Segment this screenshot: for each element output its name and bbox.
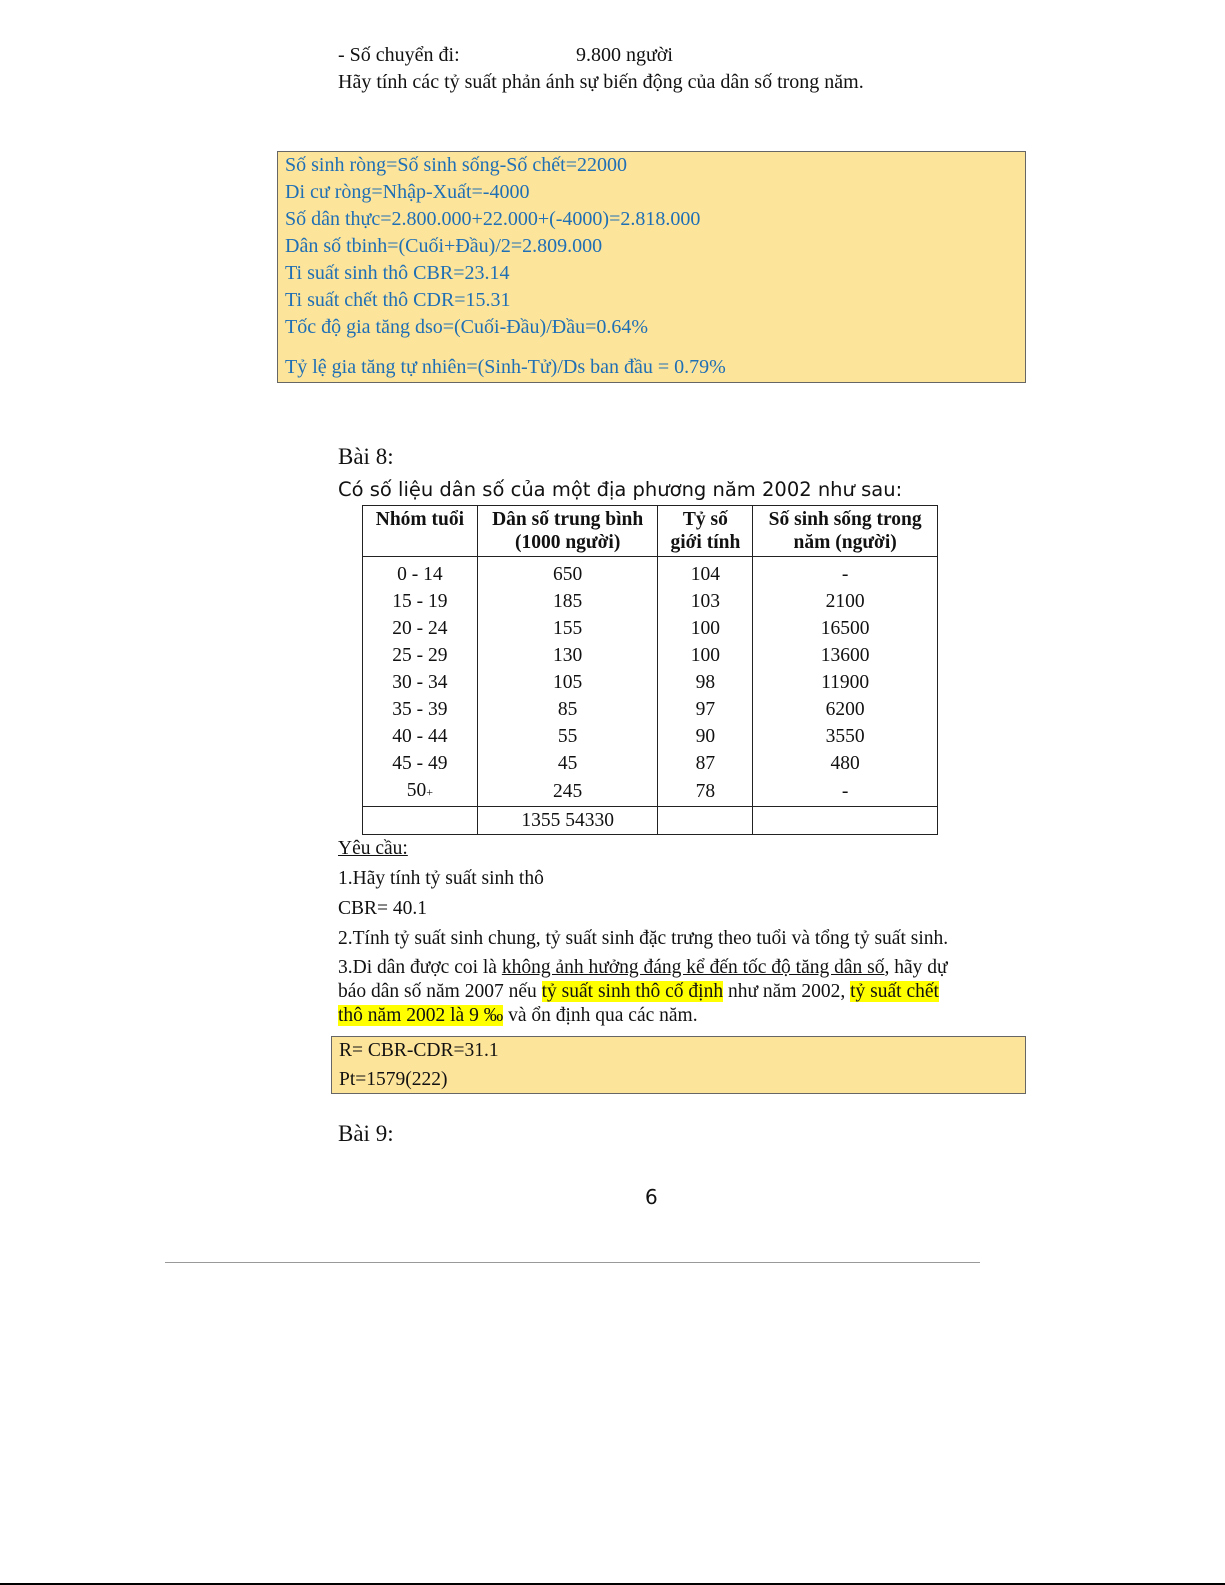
- header-age-group: Nhóm tuổi: [363, 506, 478, 557]
- table-row: 40 - 44 55 90 3550: [363, 723, 938, 750]
- exercise-9-title: Bài 9:: [338, 1121, 394, 1146]
- answer-line: R= CBR-CDR=31.1: [339, 1040, 499, 1061]
- header-avg-population: Dân số trung bình (1000 người): [477, 506, 658, 557]
- departures-label: - Số chuyển đi:: [338, 44, 460, 66]
- answer-line: Số dân thực=2.800.000+22.000+(-4000)=2.818.000: [285, 208, 701, 230]
- answer-line: Pt=1579(222): [339, 1069, 448, 1090]
- answer-line: Tốc độ gia tăng dso=(Cuối-Đầu)/Đầu=0.64%: [285, 316, 649, 338]
- exercise-8-intro: Có số liệu dân số của một địa phương năm 2002 như sau:: [338, 478, 903, 501]
- answer-line: Di cư ròng=Nhập-Xuất=-4000: [285, 181, 530, 203]
- answer-line: Số sinh ròng=Số sinh sống-Số chết=22000: [285, 154, 628, 176]
- exercise-8-title: Bài 8:: [338, 444, 394, 469]
- answer-line: Tỷ lệ gia tăng tự nhiên=(Sinh-Tử)/Ds ban đầu = 0.79%: [285, 356, 726, 378]
- table-row: 30 - 34 105 98 11900: [363, 669, 938, 696]
- table-row: 0 - 14 650 104 -: [363, 561, 938, 588]
- answer-line: Dân số tbinh=(Cuối+Đầu)/2=2.809.000: [285, 235, 603, 257]
- page-number: 6: [645, 1185, 658, 1209]
- table-row: 15 - 19 185 103 2100: [363, 588, 938, 615]
- table-row: 50+ 245 78 -: [363, 777, 938, 807]
- page-divider: [165, 1262, 980, 1263]
- answer-line: Ti suất chết thô CDR=15.31: [285, 289, 511, 311]
- header-sex-ratio: Tỷ số giới tính: [658, 506, 753, 557]
- table-row: 20 - 24 155 100 16500: [363, 615, 938, 642]
- cbr-answer: CBR= 40.1: [338, 898, 428, 919]
- table-row: 25 - 29 130 100 13600: [363, 642, 938, 669]
- table-row: 45 - 49 45 87 480: [363, 750, 938, 777]
- table-header-row: [363, 506, 938, 557]
- requirement-2: 2.Tính tỷ suất sinh chung, tỷ suất sinh đặc trưng theo tuổi và tổng tỷ suất sinh.: [338, 928, 949, 949]
- question-text: Hãy tính các tỷ suất phản ánh sự biến động của dân số trong năm.: [338, 71, 864, 93]
- answer-box-2: [331, 1036, 1026, 1094]
- requirement-1: 1.Hãy tính tỷ suất sinh thô: [338, 868, 544, 889]
- header-live-births: Số sinh sống trong năm (người): [753, 506, 938, 557]
- answer-box-1: [277, 151, 1026, 383]
- departures-value: 9.800 người: [576, 44, 673, 66]
- requirements-label: Yêu cầu:: [338, 838, 408, 859]
- table-row: 35 - 39 85 97 6200: [363, 696, 938, 723]
- table-total-row: 1355 54330: [363, 807, 938, 835]
- answer-line: Ti suất sinh thô CBR=23.14: [285, 262, 510, 284]
- requirement-3: 3.Di dân được coi là không ảnh hưởng đáng kể đến tốc độ tăng dân số, hãy dự báo dân số năm 2007 nếu tỷ suất sinh thô cố định như năm 2002, tỷ suất chết thô năm 2002 là 9 ‰ và ổn định qua các năm.: [338, 957, 948, 1026]
- population-table: [362, 505, 938, 835]
